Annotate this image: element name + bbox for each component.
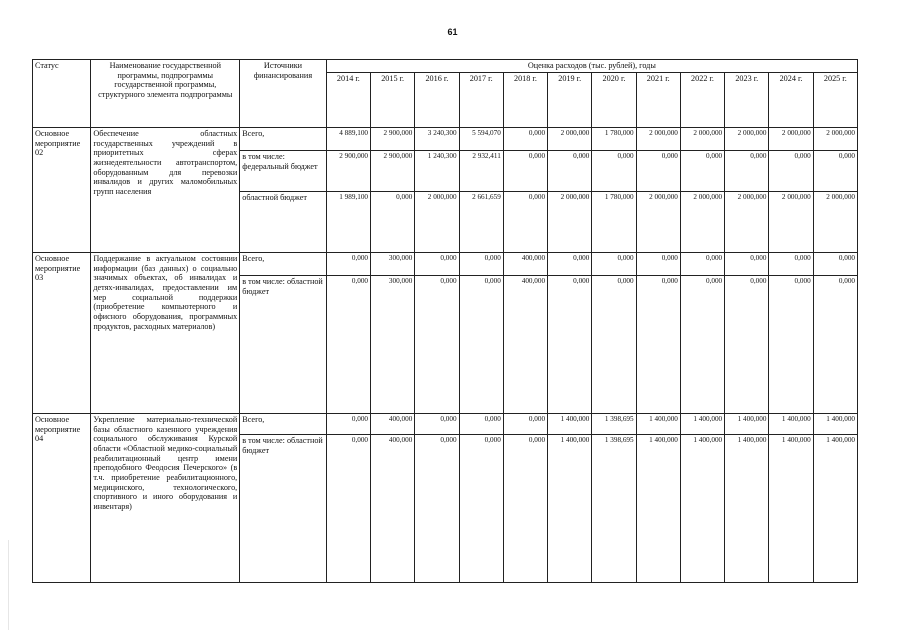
expense-value: 0,000 bbox=[459, 414, 503, 435]
budget-table bbox=[32, 59, 858, 583]
expense-value: 0,000 bbox=[326, 276, 370, 414]
header-year: 2023 г. bbox=[725, 73, 769, 128]
expense-value: 0,000 bbox=[326, 414, 370, 435]
expense-value: 0,000 bbox=[592, 253, 636, 276]
funding-source: областной бюджет bbox=[240, 192, 327, 253]
expense-value: 400,000 bbox=[371, 414, 415, 435]
expense-value: 2 000,000 bbox=[813, 192, 857, 253]
header-year: 2016 г. bbox=[415, 73, 459, 128]
expense-value: 1 400,000 bbox=[680, 414, 724, 435]
expense-value: 0,000 bbox=[459, 435, 503, 583]
funding-source: в том числе: федеральный бюджет bbox=[240, 151, 327, 192]
expense-value: 400,000 bbox=[503, 276, 547, 414]
expense-value: 1 780,000 bbox=[592, 192, 636, 253]
expense-value: 0,000 bbox=[680, 151, 724, 192]
expense-value: 2 000,000 bbox=[680, 128, 724, 151]
expense-value: 1 400,000 bbox=[813, 414, 857, 435]
funding-source: Всего, bbox=[240, 128, 327, 151]
expense-value: 0,000 bbox=[769, 276, 813, 414]
expense-value: 1 400,000 bbox=[725, 435, 769, 583]
expense-value: 2 900,000 bbox=[326, 151, 370, 192]
expense-value: 0,000 bbox=[503, 151, 547, 192]
expense-value: 0,000 bbox=[326, 253, 370, 276]
expense-value: 2 000,000 bbox=[636, 192, 680, 253]
expense-value: 1 240,300 bbox=[415, 151, 459, 192]
expense-value: 0,000 bbox=[680, 253, 724, 276]
expense-value: 2 932,411 bbox=[459, 151, 503, 192]
expense-value: 3 240,300 bbox=[415, 128, 459, 151]
expense-value: 1 400,000 bbox=[548, 414, 592, 435]
funding-source: Всего, bbox=[240, 253, 327, 276]
header-year: 2017 г. bbox=[459, 73, 503, 128]
expense-value: 2 000,000 bbox=[769, 192, 813, 253]
expense-value: 300,000 bbox=[371, 253, 415, 276]
expense-value: 0,000 bbox=[548, 276, 592, 414]
expense-value: 0,000 bbox=[415, 276, 459, 414]
expense-value: 2 000,000 bbox=[548, 192, 592, 253]
header-name: Наименование государственной программы, подпрограммы государственной программы, структурного элемента подпрограммы bbox=[91, 60, 240, 128]
expense-value: 0,000 bbox=[548, 151, 592, 192]
expense-value: 0,000 bbox=[636, 151, 680, 192]
expense-value: 300,000 bbox=[371, 276, 415, 414]
expense-value: 2 900,000 bbox=[371, 128, 415, 151]
header-row bbox=[33, 60, 858, 73]
expense-value: 2 000,000 bbox=[680, 192, 724, 253]
expense-value: 0,000 bbox=[415, 253, 459, 276]
table-row bbox=[33, 128, 858, 151]
header-year: 2019 г. bbox=[548, 73, 592, 128]
expense-value: 0,000 bbox=[371, 192, 415, 253]
expense-value: 1 400,000 bbox=[636, 414, 680, 435]
event-status: Основное мероприятие 02 bbox=[33, 128, 91, 253]
page-number: 61 bbox=[447, 27, 458, 37]
expense-value: 0,000 bbox=[813, 151, 857, 192]
expense-value: 0,000 bbox=[503, 435, 547, 583]
expense-value: 1 400,000 bbox=[725, 414, 769, 435]
expense-value: 0,000 bbox=[725, 276, 769, 414]
expense-value: 1 400,000 bbox=[548, 435, 592, 583]
expense-value: 0,000 bbox=[503, 192, 547, 253]
expense-value: 0,000 bbox=[503, 128, 547, 151]
scan-edge-line bbox=[8, 540, 9, 630]
expense-value: 0,000 bbox=[725, 151, 769, 192]
expense-value: 1 400,000 bbox=[680, 435, 724, 583]
header-year: 2020 г. bbox=[592, 73, 636, 128]
header-estimate: Оценка расходов (тыс. рублей), годы bbox=[326, 60, 857, 73]
expense-value: 0,000 bbox=[459, 276, 503, 414]
table-row bbox=[33, 414, 858, 435]
expense-value: 2 000,000 bbox=[813, 128, 857, 151]
expense-value: 2 900,000 bbox=[371, 151, 415, 192]
event-status: Основное мероприятие 04 bbox=[33, 414, 91, 583]
expense-value: 1 780,000 bbox=[592, 128, 636, 151]
header-status: Статус bbox=[33, 60, 91, 128]
expense-value: 5 594,070 bbox=[459, 128, 503, 151]
header-year: 2018 г. bbox=[503, 73, 547, 128]
expense-value: 0,000 bbox=[326, 435, 370, 583]
header-year: 2021 г. bbox=[636, 73, 680, 128]
header-year: 2024 г. bbox=[769, 73, 813, 128]
expense-value: 0,000 bbox=[503, 414, 547, 435]
expense-value: 0,000 bbox=[548, 253, 592, 276]
expense-value: 2 000,000 bbox=[636, 128, 680, 151]
event-name: Укрепление материально-технической базы областного казенного учреждения социального обслуживания Курской области «Областной медико-социальный реабилитационный центр имени преподобного Феодосия Печерского» (в т.ч. приобретение реабилитационного, медицинского, технологического, спортивного и иного оборудования и инвентаря) bbox=[91, 414, 240, 583]
expense-value: 2 000,000 bbox=[548, 128, 592, 151]
expense-value: 0,000 bbox=[592, 276, 636, 414]
header-sources: Источники финансирования bbox=[240, 60, 327, 128]
expense-value: 0,000 bbox=[725, 253, 769, 276]
expense-value: 1 400,000 bbox=[813, 435, 857, 583]
expense-value: 1 398,695 bbox=[592, 435, 636, 583]
header-year: 2014 г. bbox=[326, 73, 370, 128]
header-year: 2022 г. bbox=[680, 73, 724, 128]
expense-value: 0,000 bbox=[459, 253, 503, 276]
expense-value: 0,000 bbox=[415, 435, 459, 583]
expense-value: 0,000 bbox=[680, 276, 724, 414]
event-status: Основное мероприятие 03 bbox=[33, 253, 91, 414]
expense-value: 0,000 bbox=[636, 253, 680, 276]
expense-value: 2 000,000 bbox=[725, 192, 769, 253]
event-name: Обеспечение областных государственных учреждений в приоритетных сферах жизнедеятельности автотранспортом, оборудованным для перевозки инвалидов и других маломобильных групп населения bbox=[91, 128, 240, 253]
table-row bbox=[33, 253, 858, 276]
header-year: 2025 г. bbox=[813, 73, 857, 128]
expense-value: 2 000,000 bbox=[725, 128, 769, 151]
expense-value: 1 989,100 bbox=[326, 192, 370, 253]
expense-value: 0,000 bbox=[415, 414, 459, 435]
expense-value: 400,000 bbox=[503, 253, 547, 276]
funding-source: в том числе: областной бюджет bbox=[240, 276, 327, 414]
expense-value: 1 400,000 bbox=[769, 435, 813, 583]
expense-value: 1 398,695 bbox=[592, 414, 636, 435]
expense-value: 0,000 bbox=[769, 253, 813, 276]
expense-value: 1 400,000 bbox=[636, 435, 680, 583]
expense-value: 2 000,000 bbox=[415, 192, 459, 253]
event-name: Поддержание в актуальном состоянии информации (баз данных) о социально значимых объектах, об инвалидах и детях-инвалидах, предоставлении им мер социальной поддержки (приобретение компьютерного и офисного оборудования, программных продуктов, расходных материалов) bbox=[91, 253, 240, 414]
expense-value: 400,000 bbox=[371, 435, 415, 583]
funding-source: Всего, bbox=[240, 414, 327, 435]
expense-value: 2 000,000 bbox=[769, 128, 813, 151]
expense-value: 0,000 bbox=[636, 276, 680, 414]
expense-value: 0,000 bbox=[592, 151, 636, 192]
expense-value: 2 661,659 bbox=[459, 192, 503, 253]
expense-value: 0,000 bbox=[769, 151, 813, 192]
expense-value: 0,000 bbox=[813, 253, 857, 276]
expense-value: 0,000 bbox=[813, 276, 857, 414]
expense-value: 1 400,000 bbox=[769, 414, 813, 435]
header-year: 2015 г. bbox=[371, 73, 415, 128]
expense-value: 4 889,100 bbox=[326, 128, 370, 151]
funding-source: в том числе: областной бюджет bbox=[240, 435, 327, 583]
